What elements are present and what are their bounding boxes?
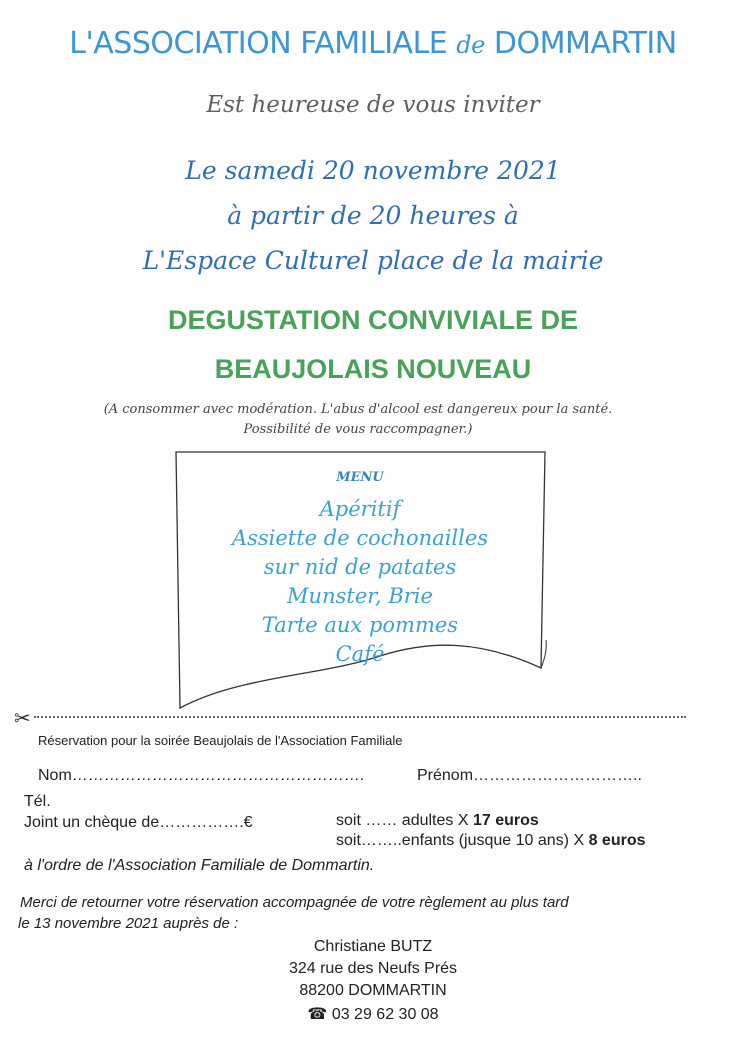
event-title-line1: DEGUSTATION CONVIVIALE DE (167, 305, 579, 335)
menu-item: Munster, Brie (287, 584, 433, 608)
contact-phone-line (0, 1004, 746, 1024)
scissors-icon: ✂ (14, 706, 31, 730)
contact-city: 88200 DOMMARTIN (299, 982, 447, 999)
menu-item: sur nid de patates (263, 555, 457, 579)
invitation-subtitle: Est heureuse de vous inviter (206, 92, 540, 118)
menu-item: Café (335, 642, 385, 666)
menu-item: Apéritif (319, 497, 401, 521)
menu-item: Tarte aux pommes (261, 613, 459, 637)
order-line: à l'ordre de l'Association Familiale de Dommartin. (24, 857, 375, 874)
event-place: L'Espace Culturel place de la mairie (142, 246, 604, 275)
event-title-line2: BEAUJOLAIS NOUVEAU (214, 354, 532, 384)
phone-icon: ☎ (307, 1006, 328, 1023)
return-line1: Merci de retourner votre réservation accompagnée de votre règlement au plus tard (20, 894, 569, 911)
reservation-title: Réservation pour la soirée Beaujolais de l'Association Familiale (38, 733, 403, 748)
menu-title: MENU (336, 470, 384, 485)
cut-line (34, 716, 686, 718)
return-line2: le 13 novembre 2021 auprès de : (18, 915, 239, 932)
alcohol-warning-line2: Possibilité de vous raccompagner.) (243, 422, 473, 437)
child-price: 8 euros (588, 832, 646, 849)
title-part1: L'ASSOCIATION FAMILIALE (69, 26, 448, 61)
adults-line (336, 812, 539, 830)
title-part2: DOMMARTIN (493, 26, 677, 61)
firstname-field: Prénom………………………….. (417, 767, 642, 784)
menu-item: Assiette de cochonailles (231, 526, 489, 550)
phone-field: Tél. (24, 793, 51, 810)
adults-label: soit …… adultes X (336, 812, 469, 829)
adult-price: 17 euros (472, 812, 539, 829)
cheque-field: Joint un chèque de…………….€ (24, 814, 253, 831)
children-label: soit……..enfants (jusque 10 ans) X (336, 832, 585, 849)
event-date: Le samedi 20 novembre 2021 (185, 156, 561, 185)
name-field: Nom………………………………………………. (38, 767, 365, 784)
alcohol-warning-line1: (A consommer avec modération. L'abus d'alcool est dangereux pour la santé. (103, 402, 613, 417)
children-line (336, 832, 646, 850)
contact-street: 324 rue des Neufs Prés (288, 960, 458, 977)
title-de: de (456, 31, 485, 59)
contact-phone: 03 29 62 30 08 (331, 1006, 439, 1023)
event-time: à partir de 20 heures à (227, 201, 519, 230)
contact-name: Christiane BUTZ (313, 938, 433, 955)
